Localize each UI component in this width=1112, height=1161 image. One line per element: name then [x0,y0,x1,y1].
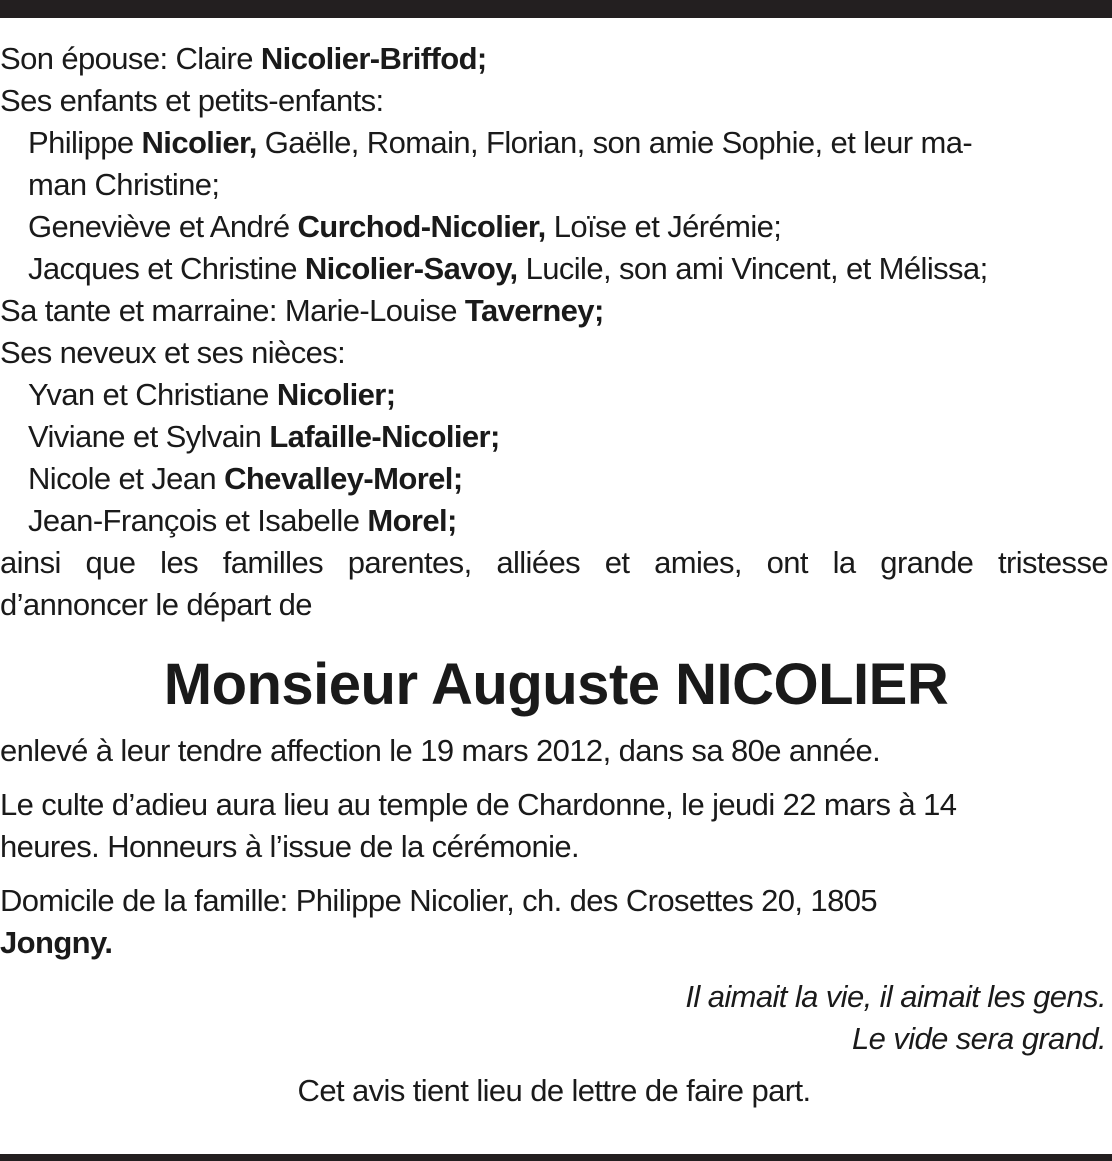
child-3-given-names: Jacques et Christine [28,251,305,286]
announcement-line-2: d’annoncer le départ de [0,587,312,622]
domicile-address: Domicile de la famille: Philippe Nicolier, ch. des Crosettes 20, 1805 [0,883,877,918]
announcement-line-1: ainsi que les familles parentes, alliées et amies, ont la grande tristesse [0,545,1108,580]
child-entry-1 [0,122,1108,164]
spouse-name: Nicolier-Briffod; [260,41,487,76]
service-paragraph [0,784,1108,868]
child-1-surname: Nicolier, [141,125,257,160]
domicile-town-line [0,922,1108,964]
nephew-4-surname: Morel; [367,503,457,538]
nephew-1-surname: Nicolier; [276,377,396,412]
epitaph-quote [0,976,1108,1060]
spouse-label: Son épouse: Claire [0,41,261,76]
child-2-descendants: Loïse et Jérémie; [545,209,782,244]
child-entry-2 [0,206,1108,248]
aunt-label: Sa tante et marraine: Marie-Louise [0,293,465,328]
nephew-3-surname: Chevalley-Morel; [224,461,463,496]
child-1-given-name: Philippe [28,125,142,160]
spouse-line [0,38,1108,80]
child-2-given-names: Geneviève et André [28,209,298,244]
nephew-entry-2 [0,416,1108,458]
child-entry-3 [0,248,1108,290]
nephew-1-given-names: Yvan et Christiane [28,377,277,412]
footer-note: Cet avis tient lieu de lettre de faire part. [297,1073,811,1108]
death-notice [0,38,1108,1112]
nephew-4-given-names: Jean-François et Isabelle [28,503,368,538]
nephew-2-surname: Lafaille-Nicolier; [269,419,500,454]
nephews-heading: Ses neveux et ses nièces: [0,335,346,370]
service-line-2: heures. Honneurs à l’issue de la cérémonie. [0,829,580,864]
death-date-line: enlevé à leur tendre affection le 19 mars 2012, dans sa 80e année. [0,733,881,768]
child-3-surname: Nicolier-Savoy, [304,251,518,286]
top-border-rule [0,0,1112,18]
nephew-3-given-names: Nicole et Jean [28,461,225,496]
bottom-border-rule [0,1154,1112,1161]
nephew-entry-1 [0,374,1108,416]
nephew-entry-3 [0,458,1108,500]
service-line-1: Le culte d’adieu aura lieu au temple de Chardonne, le jeudi 22 mars à 14 [0,787,957,822]
domicile-paragraph [0,880,1108,964]
epitaph-line-1: Il aimait la vie, il aimait les gens. [685,979,1106,1014]
children-heading: Ses enfants et petits-enfants: [0,83,384,118]
child-2-surname: Curchod-Nicolier, [297,209,546,244]
nephew-2-given-names: Viviane et Sylvain [28,419,270,454]
aunt-line [0,290,1108,332]
domicile-town: Jongny. [0,925,113,960]
epitaph-line-2: Le vide sera grand. [852,1021,1106,1056]
child-1-descendants: Gaëlle, Romain, Florian, son amie Sophie, et leur ma- [256,125,973,160]
child-3-descendants: Lucile, son ami Vincent, et Mélissa; [517,251,988,286]
aunt-surname: Taverney; [464,293,604,328]
child-entry-1-continued: man Christine; [28,167,220,202]
nephew-entry-4 [0,500,1108,542]
deceased-name-heading: Monsieur Auguste NICOLIER [163,652,949,717]
